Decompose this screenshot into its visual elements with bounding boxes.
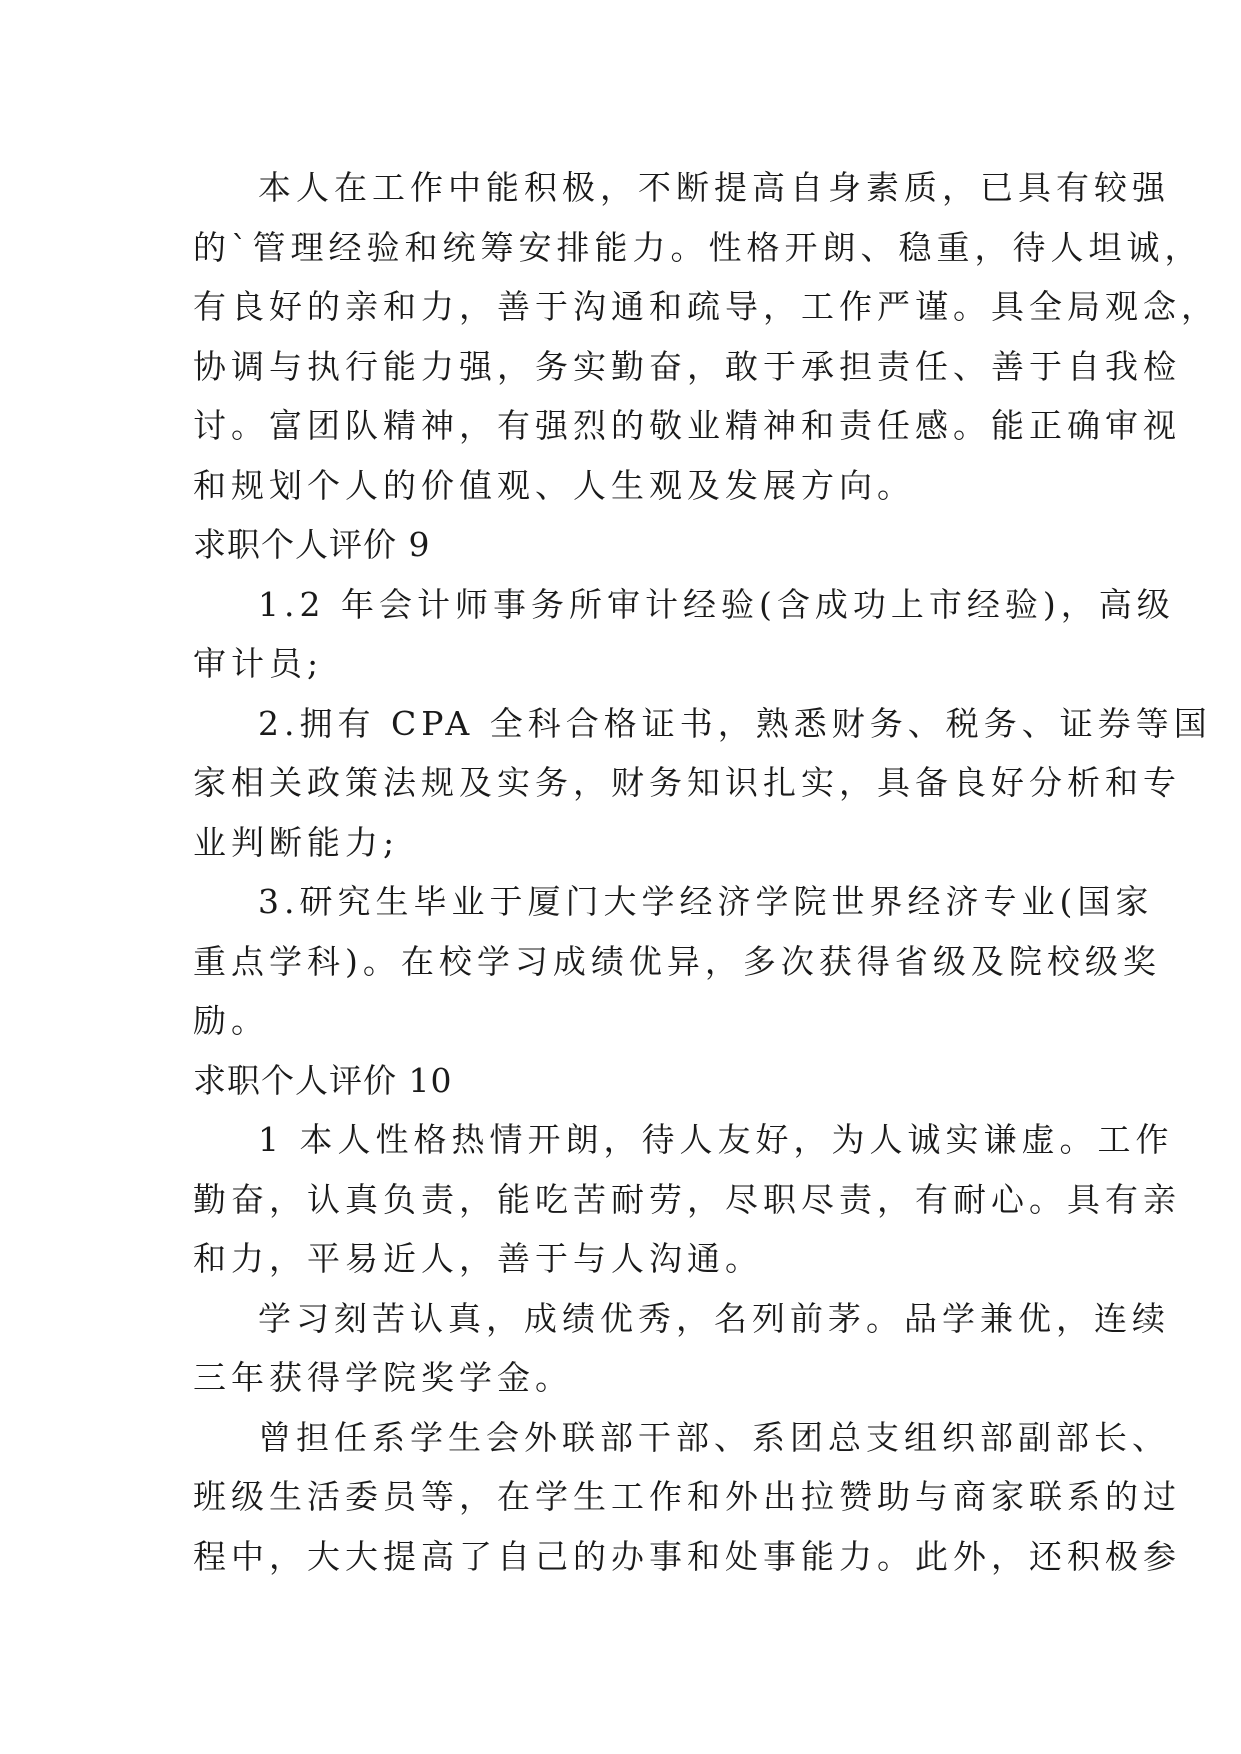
text-line: 曾担任系学生会外联部干部、系团总支组织部副部长、 [258, 1417, 1170, 1457]
document-body [193, 158, 1219, 1586]
text-line: 3.研究生毕业于厦门大学经济学院世界经济专业(国家 [258, 882, 1154, 921]
text-line: 本人在工作中能积极，不断提高自身素质，已具有较强 [258, 168, 1170, 207]
text-line: 和规划个人的价值观、人生观及发展方向。 [193, 465, 915, 505]
text-line: 家相关政策法规及实务，财务知识扎实，具备良好分析和专 [193, 763, 1181, 802]
paragraph [193, 1110, 1181, 1289]
text-line: 的`管理经验和统筹安排能力。性格开朗、稳重，待人坦诚， [193, 227, 1203, 267]
text-line: 有良好的亲和力，善于沟通和疏导，工作严谨。具全局观念， [193, 287, 1219, 326]
text-line: 重点学科)。在校学习成绩优异，多次获得省级及院校级奖 [193, 941, 1161, 981]
heading-line: 求职个人评价 9 [193, 525, 431, 564]
text-line: 励。 [193, 1001, 269, 1040]
section-heading [193, 1051, 1055, 1111]
text-line: 1 本人性格热情开朗，待人友好，为人诚实谦虚。工作 [258, 1120, 1174, 1159]
text-line: 业判断能力; [193, 822, 400, 862]
text-line: 和力，平易近人，善于与人沟通。 [193, 1239, 763, 1278]
paragraph [193, 872, 1161, 1051]
text-line: 审计员; [193, 644, 324, 683]
text-line: 协调与执行能力强，务实勤奋，敢于承担责任、善于自我检 [193, 346, 1181, 386]
text-line: 学习刻苦认真，成绩优秀，名列前茅。品学兼优，连续 [258, 1298, 1170, 1338]
paragraph [193, 694, 1212, 873]
text-line: 讨。富团队精神，有强烈的敬业精神和责任感。能正确审视 [193, 406, 1181, 445]
text-line: 1.2 年会计师事务所审计经验(含成功上市经验)，高级 [258, 584, 1175, 624]
text-line: 勤奋，认真负责，能吃苦耐劳，尽职尽责，有耐心。具有亲 [193, 1179, 1181, 1219]
paragraph [193, 575, 1175, 694]
text-line: 三年获得学院奖学金。 [193, 1358, 573, 1397]
paragraph [193, 1408, 1181, 1587]
text-line: 班级生活委员等，在学生工作和外出拉赞助与商家联系的过 [193, 1477, 1181, 1516]
paragraph [193, 1289, 1170, 1408]
text-line: 2.拥有 CPA 全科合格证书，熟悉财务、税务、证券等国 [258, 703, 1212, 743]
paragraph [193, 158, 1219, 515]
heading-line: 求职个人评价 10 [193, 1060, 453, 1100]
text-line: 程中，大大提高了自己的办事和处事能力。此外，还积极参 [193, 1536, 1181, 1576]
section-heading [193, 515, 1055, 575]
